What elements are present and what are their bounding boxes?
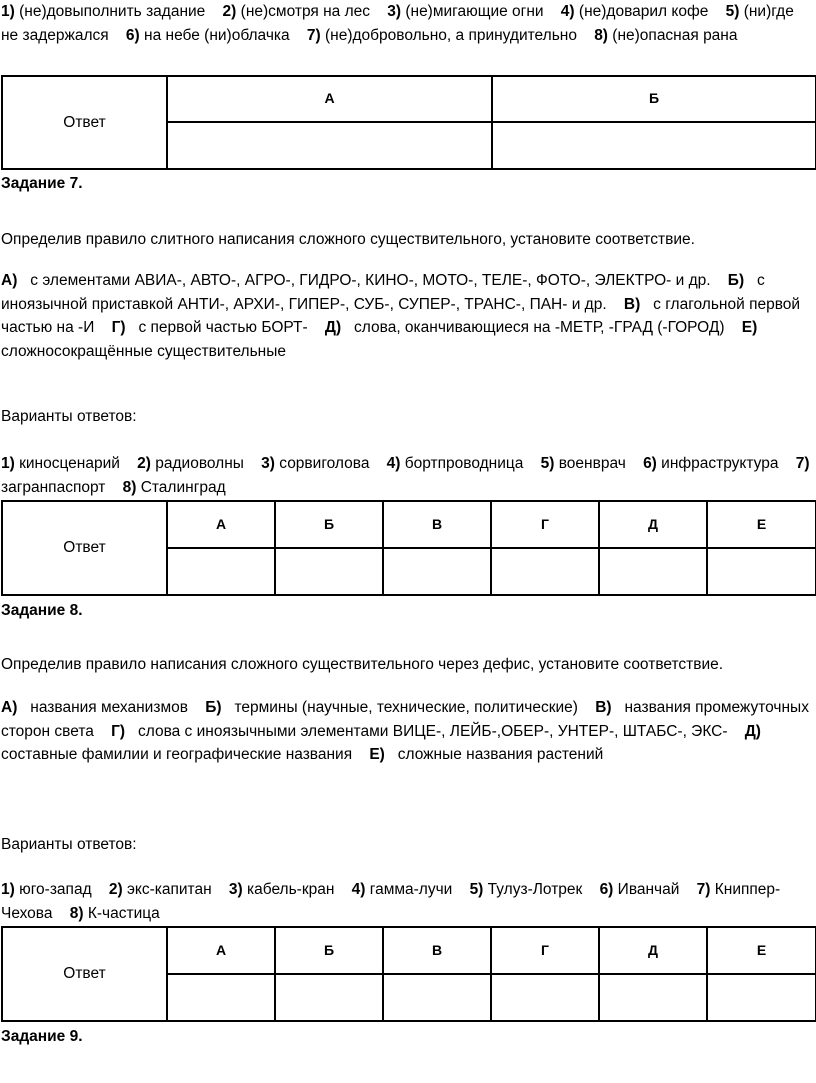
answer-cell[interactable] (167, 122, 492, 169)
option-number: 4) (560, 3, 575, 20)
answer-cell[interactable] (599, 548, 707, 595)
option-text: (не)мигающие огни (405, 3, 544, 20)
rule-letter: Б) (205, 699, 222, 716)
rule-letter: Е) (369, 746, 385, 763)
answer-cell[interactable] (491, 548, 599, 595)
variant-text: сорвиголова (279, 455, 370, 472)
option-number: 2) (222, 3, 237, 20)
rule-letter: Д) (744, 722, 761, 740)
variant-number: 8) (69, 904, 84, 922)
variant-number: 5) (469, 881, 484, 898)
rule-text: составные фамилии и географические названия (1, 746, 353, 763)
column-header: Б (275, 927, 383, 974)
option-text: (не)добровольно, а принудительно (324, 26, 577, 44)
variant-number: 1) (1, 455, 15, 472)
rule-letter: А) (1, 699, 18, 716)
column-header: Г (491, 927, 599, 974)
variant-number: 4) (351, 881, 366, 898)
variant-text: Сталинград (140, 478, 226, 496)
answer-cell[interactable] (275, 548, 383, 595)
variant-number: 4) (386, 455, 401, 472)
variant-text: Тулуз-Лотрек (487, 881, 583, 898)
variant-text: юго-запад (19, 881, 92, 898)
option-text: на небе (ни)облачка (144, 26, 290, 44)
column-header: Е (707, 501, 816, 548)
variant-number: 7) (795, 455, 810, 472)
column-header: Б (492, 76, 816, 122)
rule-text: слова, оканчивающиеся на -МЕТР, -ГРАД (-ГОРОД) (354, 319, 725, 336)
task-heading: Задание 9. (1, 1028, 83, 1045)
variant-text: бортпроводница (404, 455, 524, 472)
task-heading: Задание 8. (1, 602, 83, 619)
variant-text: военврач (558, 455, 626, 472)
answer-label: Ответ (2, 927, 167, 1021)
rule-text: сложные названия растений (397, 746, 604, 763)
column-header: Г (491, 501, 599, 548)
rule-text: слова с иноязычными элементами ВИЦЕ-, ЛЕЙБ-,ОБЕР-, УНТЕР-, ШТАБС-, ЭКС- (137, 722, 728, 740)
rule-letter: В) (595, 699, 612, 716)
column-header: В (383, 927, 491, 974)
task8-answer-table (1, 926, 816, 1022)
variant-number: 8) (122, 478, 137, 496)
variant-text: инфраструктура (661, 455, 779, 472)
variant-text: загранпаспорт (1, 478, 106, 496)
rule-text: с элементами АВИА-, АВТО-, АГРО-, ГИДРО-, КИНО-, МОТО-, ТЕЛЕ-, ФОТО-, ЭЛЕКТРО- и др. (30, 272, 711, 289)
variant-text: К-частица (87, 904, 160, 922)
answer-cell[interactable] (491, 974, 599, 1021)
task7-answer-table (1, 500, 816, 596)
variant-number: 6) (643, 455, 657, 472)
answer-cell[interactable] (599, 974, 707, 1021)
task7-rules (1, 269, 813, 363)
answer-cell[interactable] (275, 974, 383, 1021)
variant-number: 2) (137, 455, 151, 472)
task8-variants (1, 878, 813, 925)
answer-cell[interactable] (167, 548, 275, 595)
rule-text: с глагольной первой частью на -И (1, 295, 801, 336)
task6-options (1, 0, 813, 47)
variant-text: радиоволны (155, 455, 244, 472)
column-header: Б (275, 501, 383, 548)
variant-text: гамма-лучи (369, 881, 453, 898)
variant-text: экс-капитан (126, 881, 212, 898)
rule-letter: Б) (727, 272, 745, 289)
column-header: Е (707, 927, 816, 974)
variant-number: 6) (599, 881, 614, 898)
rule-text: названия промежуточных сторон света (1, 699, 809, 740)
answer-cell[interactable] (383, 548, 491, 595)
answer-cell[interactable] (383, 974, 491, 1021)
option-number: 5) (725, 3, 740, 20)
column-header: Д (599, 927, 707, 974)
rule-letter: Д) (324, 319, 342, 336)
rule-letter: Г) (111, 319, 126, 336)
rule-letter: Г) (111, 722, 126, 740)
variant-number: 3) (228, 881, 243, 898)
answer-label: Ответ (2, 501, 167, 595)
variant-number: 5) (540, 455, 555, 472)
column-header: А (167, 501, 275, 548)
rule-letter: Е) (741, 319, 758, 336)
task-instruction: Определив правило слитного написания сложного существительного, установите соответствие. (1, 231, 695, 248)
rule-text: с иноязычной приставкой АНТИ-, АРХИ-, ГИПЕР-, СУБ-, СУПЕР-, ТРАНС-, ПАН- и др. (1, 272, 765, 313)
rule-text: с первой частью БОРТ- (138, 319, 308, 336)
task-heading: Задание 7. (1, 175, 83, 192)
column-header: Д (599, 501, 707, 548)
answer-cell[interactable] (492, 122, 816, 169)
option-text: (не)довыполнить задание (19, 3, 206, 20)
variants-title: Варианты ответов: (1, 836, 137, 853)
column-header: В (383, 501, 491, 548)
task-instruction: Определив правило написания сложного существительного через дефис, установите соответствие. (1, 656, 724, 673)
rule-letter: В) (623, 295, 641, 313)
variant-number: 3) (261, 455, 275, 472)
variant-text: Иванчай (617, 881, 680, 898)
task6-answer-table (1, 75, 816, 170)
rule-text: термины (научные, технические, политические) (234, 699, 578, 716)
column-header: А (167, 76, 492, 122)
option-text: (не)опасная рана (612, 26, 738, 44)
variant-text: киносценарий (19, 455, 120, 472)
variant-text: Книппер-Чехова (1, 881, 781, 922)
rule-letter: А) (1, 272, 18, 289)
option-number: 7) (306, 26, 321, 44)
option-number: 1) (1, 3, 15, 20)
rule-text: сложносокращённые существительные (1, 342, 287, 360)
rule-text: названия механизмов (30, 699, 188, 716)
task8-rules (1, 696, 813, 767)
variant-number: 1) (1, 881, 15, 898)
answer-cell[interactable] (707, 974, 816, 1021)
option-text: (не)смотря на лес (240, 3, 370, 20)
answer-cell[interactable] (167, 974, 275, 1021)
option-number: 6) (125, 26, 140, 44)
answer-label: Ответ (2, 76, 167, 169)
option-text: (не)доварил кофе (578, 3, 709, 20)
variant-number: 7) (696, 881, 711, 898)
option-text: (ни)где не задержался (1, 3, 794, 44)
variant-text: кабель-кран (247, 881, 335, 898)
option-number: 8) (594, 26, 608, 44)
variant-number: 2) (108, 881, 123, 898)
option-number: 3) (387, 3, 402, 20)
answer-cell[interactable] (707, 548, 816, 595)
column-header: А (167, 927, 275, 974)
task7-variants (1, 452, 813, 499)
variants-title: Варианты ответов: (1, 408, 137, 425)
